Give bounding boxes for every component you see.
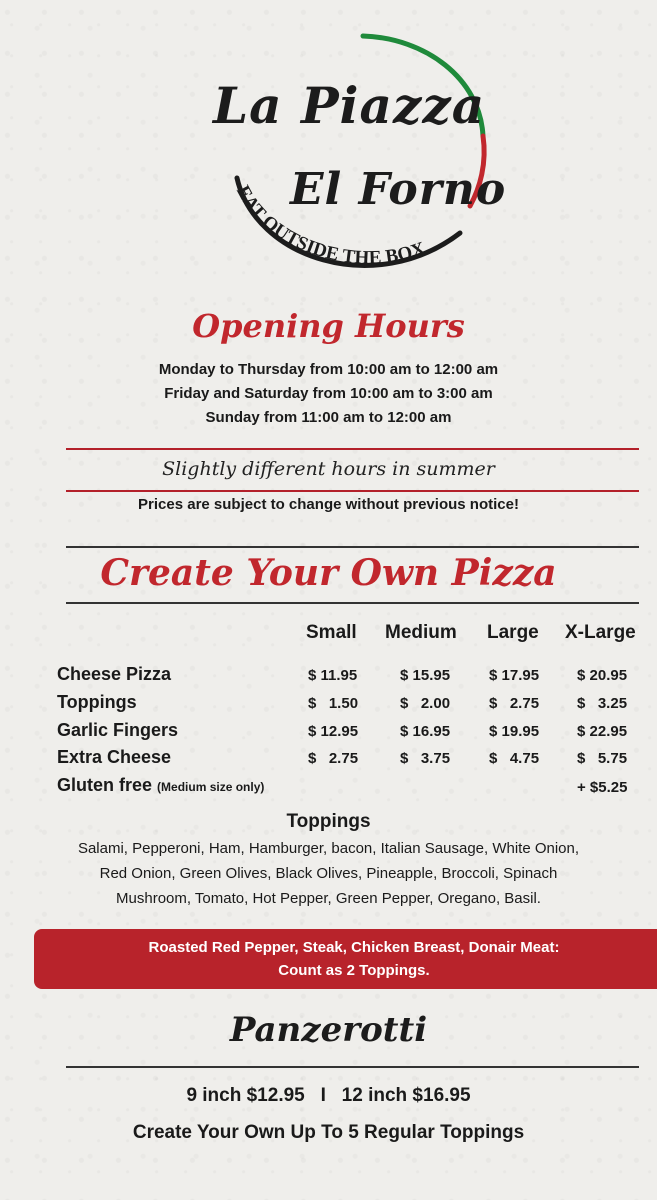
price-small: $ 11.95 — [308, 667, 358, 684]
logo-name-line1: La Piazza — [213, 76, 486, 135]
panzerotti-prices: 9 inch $12.95 I 12 inch $16.95 — [186, 1085, 471, 1106]
logo-tagline: EAT OUTSIDE THE BOX — [231, 182, 429, 269]
price-small: $ 2.75 — [308, 750, 359, 767]
banner-line: Roasted Red Pepper, Steak, Chicken Breast, Donair Meat: — [148, 939, 560, 956]
size-header-medium: Medium — [385, 622, 457, 643]
summer-hours-note: Slightly different hours in summer — [162, 458, 495, 480]
price-large: $ 2.75 — [489, 695, 540, 712]
logo-name-line2: El Forno — [290, 164, 507, 215]
logo-ring-graphic — [195, 28, 515, 298]
hours-line-weekdays: Monday to Thursday from 10:00 am to 12:00 am — [158, 361, 499, 378]
divider — [66, 448, 639, 450]
price-xlarge: $ 5.75 — [577, 750, 628, 767]
price-notice: Prices are subject to change without previous notice! — [138, 496, 519, 513]
price-xlarge: $ 20.95 — [577, 667, 628, 684]
toppings-list-line: Mushroom, Tomato, Hot Pepper, Green Pepper, Oregano, Basil. — [116, 890, 541, 907]
size-header-xlarge: X-Large — [565, 622, 636, 643]
divider — [66, 602, 639, 604]
toppings-list-line: Red Onion, Green Olives, Black Olives, Pineapple, Broccoli, Spinach — [99, 865, 558, 882]
menu-item-name: Garlic Fingers — [57, 720, 179, 740]
price-medium: $ 15.95 — [400, 667, 451, 684]
pizza-section-title: Create Your Own Pizza — [100, 552, 557, 594]
gluten-free-name: Gluten free — [57, 775, 153, 795]
price-xlarge: $ 22.95 — [577, 723, 628, 740]
divider — [66, 546, 639, 548]
menu-item-name: Extra Cheese — [57, 747, 172, 767]
double-toppings-banner — [34, 929, 657, 989]
divider — [66, 490, 639, 492]
price-small: $ 1.50 — [308, 695, 359, 712]
hours-line-weekend: Friday and Saturday from 10:00 am to 3:00 am — [164, 385, 493, 402]
price-xlarge: $ 3.25 — [577, 695, 628, 712]
price-medium: $ 2.00 — [400, 695, 451, 712]
price-small: $ 12.95 — [308, 723, 359, 740]
panzerotti-title: Panzerotti — [229, 1010, 428, 1050]
hours-line-sunday: Sunday from 11:00 am to 12:00 am — [205, 409, 452, 426]
gluten-free-price: + $5.25 — [577, 779, 628, 796]
divider — [66, 1066, 639, 1068]
restaurant-logo — [195, 28, 515, 298]
opening-hours-title: Opening Hours — [192, 307, 465, 345]
price-large: $ 4.75 — [489, 750, 540, 767]
menu-item-name: Toppings — [57, 692, 137, 712]
price-medium: $ 16.95 — [400, 723, 451, 740]
price-medium: $ 3.75 — [400, 750, 451, 767]
panzerotti-note: Create Your Own Up To 5 Regular Toppings — [132, 1122, 525, 1143]
size-header-large: Large — [487, 622, 539, 643]
menu-item-name: Cheese Pizza — [57, 664, 172, 684]
banner-line: Count as 2 Toppings. — [278, 962, 430, 979]
gluten-free-note: (Medium size only) — [157, 780, 265, 794]
toppings-list-line: Salami, Pepperoni, Ham, Hamburger, bacon, Italian Sausage, White Onion, — [77, 840, 580, 857]
size-header-small: Small — [306, 622, 357, 643]
price-large: $ 19.95 — [489, 723, 540, 740]
toppings-title: Toppings — [286, 811, 371, 832]
price-large: $ 17.95 — [489, 667, 540, 684]
gluten-free-item — [57, 775, 264, 796]
